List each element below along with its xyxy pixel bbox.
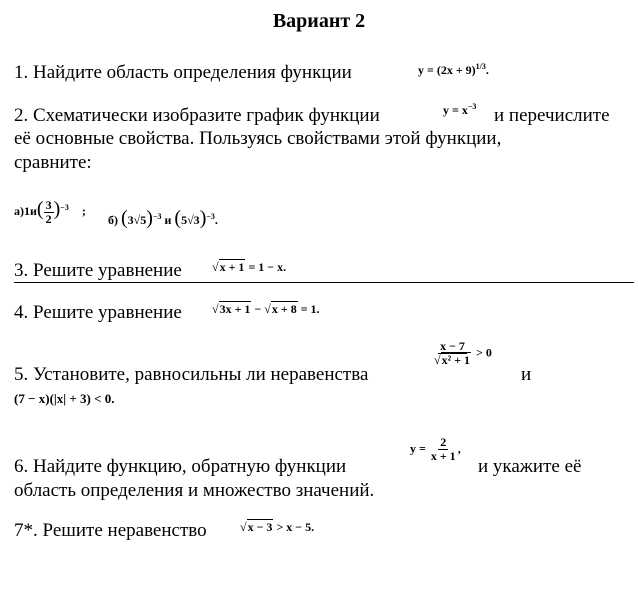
task-6-text-b: и укажите её bbox=[478, 456, 582, 477]
task-5-and: и bbox=[521, 364, 532, 385]
compare-b-exp-right: −3 bbox=[206, 212, 215, 221]
task-6-text-a: 6. Найдите функцию, обратную функции bbox=[14, 456, 347, 477]
task-4-minus: − bbox=[254, 302, 262, 316]
compare-a: а)1и( $\frac{3}{2}$ )$^{-3}$ ; bbox=[14, 197, 86, 226]
task-2-text-d: сравните: bbox=[14, 152, 92, 173]
compare-b-and: и bbox=[164, 213, 172, 227]
task-6-formula bbox=[410, 436, 461, 463]
compare-a-num: 3 bbox=[45, 197, 52, 212]
compare-b-tail: . bbox=[214, 213, 218, 227]
page-title: Вариант 2 bbox=[272, 10, 366, 32]
task-2-text-b: и перечислите bbox=[494, 105, 610, 126]
task-5-text: 5. Установите, равносильны ли неравенства bbox=[14, 364, 369, 385]
task-2-text-a: 2. Схематически изобразите график функции bbox=[14, 105, 380, 126]
task-3-formula: √x + 1 = 1 − x. bbox=[212, 260, 287, 274]
task-2-text-c: её основные свойства. Пользуясь свойствами этой функции, bbox=[14, 128, 502, 149]
compare-a-label: а)1и bbox=[14, 204, 37, 218]
task-1-formula-tail: . bbox=[485, 63, 489, 77]
compare-b-right: 5√3 bbox=[181, 213, 200, 227]
task-6-den: x + 1 bbox=[430, 449, 456, 464]
task-4-rad2: x + 8 bbox=[271, 302, 297, 316]
task-4-text: 4. Решите уравнение bbox=[14, 302, 182, 323]
compare-a-fraction bbox=[44, 199, 54, 226]
task-2-formula-exp: −3 bbox=[467, 102, 477, 111]
compare-b-left: 3√5 bbox=[127, 213, 147, 227]
task-5-formula-b: (7 − x)(|x| + 3) < 0. bbox=[14, 391, 115, 406]
task-1-formula-base: y = (2x + 9) bbox=[418, 63, 476, 77]
task-1-formula-exp: 1/3 bbox=[475, 62, 486, 71]
compare-b-label: б) bbox=[108, 213, 118, 227]
task-4-formula: √3x + 1 − √x + 8 = 1. bbox=[212, 302, 320, 316]
compare-a-exp: −3 bbox=[60, 203, 69, 212]
task-7-formula: √x − 3 > x − 5. bbox=[240, 520, 315, 534]
task-3-radicand: x + 1 bbox=[219, 260, 245, 274]
task-6-text-c: область определения и множество значений. bbox=[14, 480, 375, 501]
task-2-formula bbox=[443, 102, 476, 118]
task-3-text: 3. Решите уравнение bbox=[14, 260, 182, 281]
task-5-den: x² + 1 bbox=[441, 353, 471, 368]
task-1-text: 1. Найдите область определения функции bbox=[14, 62, 352, 83]
task-1-formula bbox=[418, 62, 489, 78]
task-7-radicand: x − 3 bbox=[247, 520, 273, 534]
task-7-text: 7*. Решите неравенство bbox=[14, 520, 207, 541]
task-6-lhs: y = bbox=[410, 441, 426, 456]
task-5-formula-a: $\frac{x - 7}{\text{√x² + 1}}$ > 0 bbox=[434, 339, 492, 368]
task-4-rhs: = 1. bbox=[300, 302, 320, 316]
task-7-rhs: > x − 5. bbox=[276, 520, 315, 534]
task-5-num: x − 7 bbox=[440, 339, 465, 353]
task-6-tail: , bbox=[457, 441, 461, 456]
task-4-rad1: 3x + 1 bbox=[219, 302, 251, 316]
task-3-rhs: = 1 − x. bbox=[248, 260, 287, 274]
compare-b-exp-left: −3 bbox=[152, 212, 162, 221]
compare-a-den: 2 bbox=[45, 211, 52, 226]
task-2-formula-base: y = x bbox=[443, 103, 468, 117]
compare-a-sep: ; bbox=[81, 204, 86, 218]
task-6-num: 2 bbox=[440, 435, 447, 449]
task-5-rhs: > 0 bbox=[476, 345, 492, 360]
compare-b: б) $(3√5)^{-3}$ и $(5√3)^{-3}$. bbox=[108, 207, 218, 229]
horizontal-divider bbox=[14, 282, 634, 283]
